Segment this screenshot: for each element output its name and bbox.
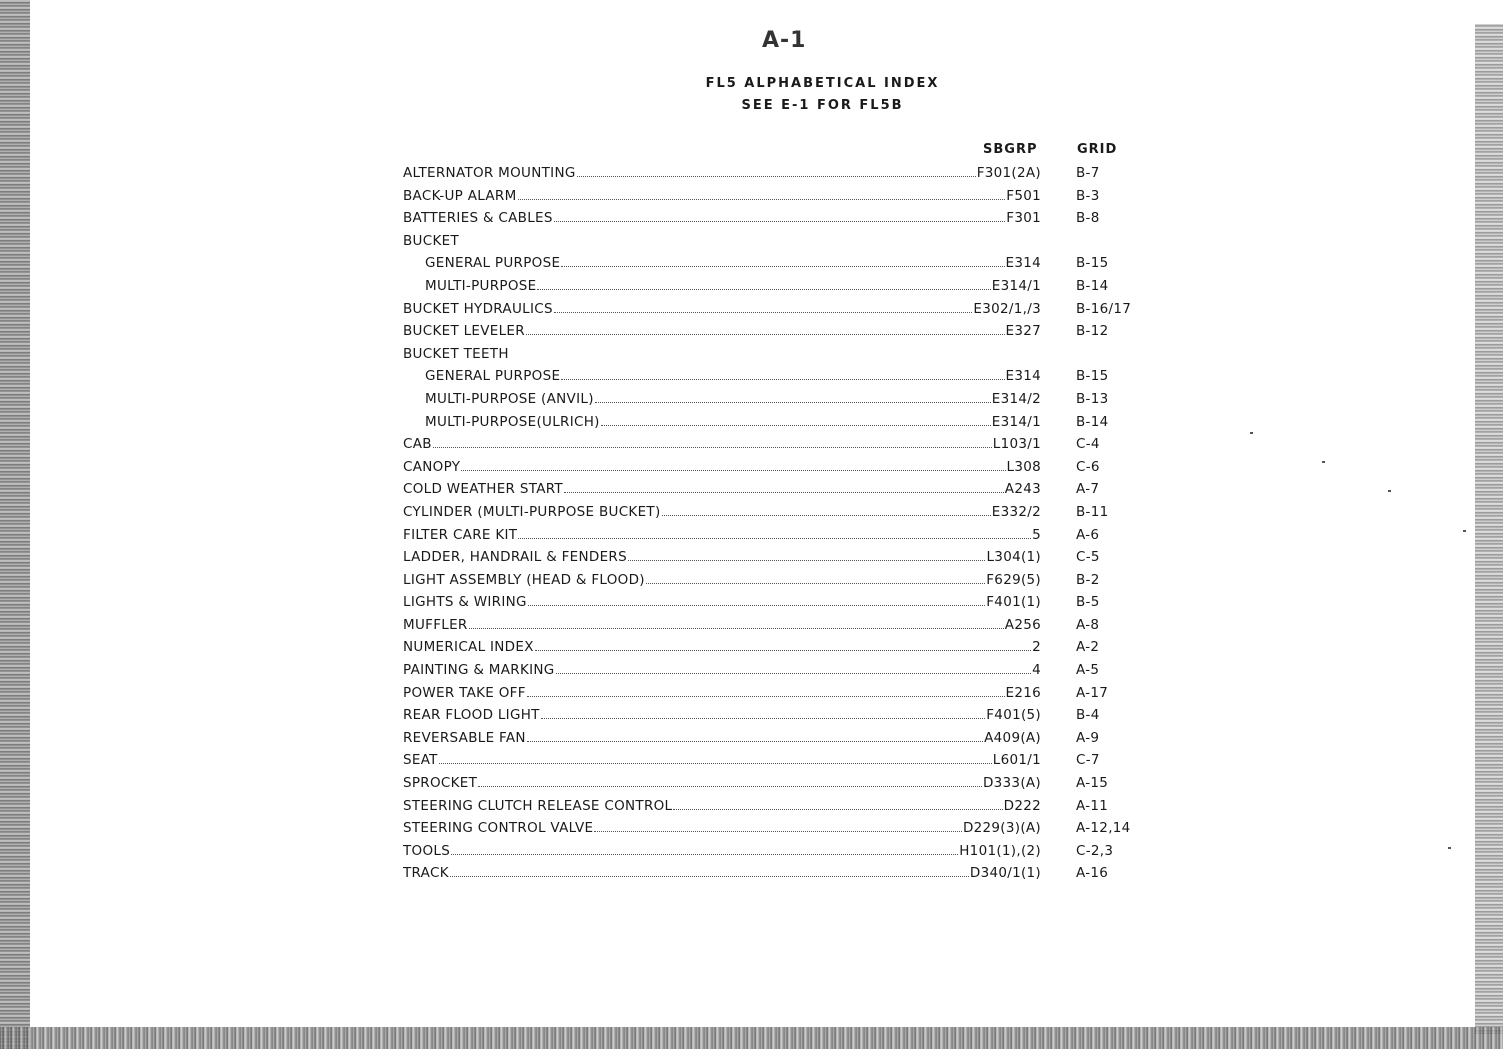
scan-speck <box>1322 461 1325 463</box>
entry-grid: A-5 <box>1076 662 1100 679</box>
entry-grid: B-16/17 <box>1076 300 1132 317</box>
entry-sbgrp-code: L103/1 <box>992 436 1041 453</box>
index-entry <box>403 795 1143 818</box>
entry-leader <box>403 591 1041 614</box>
entry-leader <box>425 252 1041 275</box>
entry-leader <box>403 478 1041 501</box>
index-entry <box>403 298 1143 321</box>
index-entry <box>403 478 1143 501</box>
grid-column-header: GRID <box>1077 142 1118 157</box>
index-entry <box>403 862 1143 885</box>
dot-leader <box>595 401 991 403</box>
dot-leader <box>439 762 992 764</box>
entry-sbgrp-code: 4 <box>1032 662 1041 679</box>
entry-sbgrp-code: D333(A) <box>982 775 1041 792</box>
entry-leader <box>403 185 1041 208</box>
index-entry <box>403 456 1143 479</box>
entry-sbgrp-code: A409(A) <box>984 729 1041 746</box>
dot-leader <box>528 604 985 606</box>
entry-name: POWER TAKE OFF <box>403 684 526 701</box>
entry-leader <box>403 636 1041 659</box>
index-entry <box>403 659 1143 682</box>
index-entry <box>403 727 1143 750</box>
scan-edge-left <box>0 0 30 1049</box>
entry-grid: A-17 <box>1076 684 1109 701</box>
scan-speck <box>1388 490 1391 492</box>
entry-grid: C-4 <box>1076 436 1100 453</box>
entry-grid: B-4 <box>1076 707 1100 724</box>
entry-sbgrp-code: E314/1 <box>991 277 1041 294</box>
scan-speck <box>1250 432 1253 434</box>
entry-grid: B-5 <box>1076 594 1100 611</box>
entry-name: CANOPY <box>403 458 461 475</box>
dot-leader <box>628 559 986 561</box>
entry-sbgrp-code: 2 <box>1032 639 1041 656</box>
entry-leader <box>403 659 1041 682</box>
entry-leader <box>403 230 1041 253</box>
entry-sbgrp-code: E314 <box>1005 255 1041 272</box>
dot-leader <box>433 446 992 448</box>
entry-grid: C-2,3 <box>1076 842 1114 859</box>
entry-name: BACK-UP ALARM <box>403 187 517 204</box>
dot-leader <box>554 311 973 313</box>
index-entry <box>403 749 1143 772</box>
entry-grid: B-2 <box>1076 571 1100 588</box>
index-entry <box>403 388 1143 411</box>
dot-leader <box>527 740 983 742</box>
entry-sbgrp-code: F301(2A) <box>976 165 1041 181</box>
entry-leader <box>403 862 1041 885</box>
entry-sbgrp-code: E332/2 <box>991 503 1041 520</box>
entry-leader <box>425 411 1041 434</box>
entry-grid: C-7 <box>1076 752 1100 769</box>
entry-sbgrp-code: F301 <box>1006 210 1041 227</box>
entry-name: NUMERICAL INDEX <box>403 639 534 656</box>
entry-grid: C-6 <box>1076 458 1100 475</box>
entry-grid: B-14 <box>1076 277 1109 294</box>
entry-name: LIGHTS & WIRING <box>403 594 527 611</box>
dot-leader <box>601 424 991 426</box>
index-entry <box>403 524 1143 547</box>
index-entry <box>403 252 1143 275</box>
entry-name: COLD WEATHER START <box>403 481 563 498</box>
entry-leader <box>403 320 1041 343</box>
entry-leader <box>403 817 1041 840</box>
entry-sbgrp-code: D229(3)(A) <box>962 820 1041 837</box>
entry-grid: C-5 <box>1076 549 1100 566</box>
entry-grid: A-15 <box>1076 775 1109 792</box>
entry-leader <box>403 569 1041 592</box>
index-entry <box>403 682 1143 705</box>
entry-leader <box>403 433 1041 456</box>
index-entry <box>403 546 1143 569</box>
page-id: A-1 <box>762 28 807 53</box>
dot-leader <box>518 537 1031 539</box>
entry-name: REAR FLOOD LIGHT <box>403 707 540 724</box>
dot-leader <box>673 808 1002 810</box>
entry-name: CAB <box>403 436 432 453</box>
entry-grid: A-11 <box>1076 797 1109 814</box>
entry-sbgrp-code: 5 <box>1032 526 1041 543</box>
entry-grid: B-7 <box>1076 165 1100 181</box>
entry-leader <box>403 501 1041 524</box>
entry-leader <box>403 727 1041 750</box>
entry-name: LIGHT ASSEMBLY (HEAD & FLOOD) <box>403 571 645 588</box>
entry-grid: B-3 <box>1076 187 1100 204</box>
index-entry <box>403 840 1143 863</box>
scan-speck <box>1448 847 1451 849</box>
entry-sbgrp-code: L308 <box>1006 458 1041 475</box>
entry-name: SPROCKET <box>403 775 478 792</box>
entry-grid: A-16 <box>1076 865 1109 882</box>
dot-leader <box>469 627 1004 629</box>
entry-name: CYLINDER (MULTI-PURPOSE BUCKET) <box>403 503 661 520</box>
entry-leader <box>403 162 1041 185</box>
entry-grid: A-6 <box>1076 526 1100 543</box>
dot-leader <box>450 875 969 877</box>
index-entry <box>403 636 1143 659</box>
entry-name: PAINTING & MARKING <box>403 662 555 679</box>
entry-leader <box>403 840 1041 863</box>
entry-name: MULTI-PURPOSE(ULRICH) <box>425 413 600 430</box>
entry-name: STEERING CONTROL VALVE <box>403 820 594 837</box>
dot-leader <box>518 198 1006 200</box>
entry-name: BUCKET <box>403 232 459 249</box>
entry-grid: B-11 <box>1076 503 1109 520</box>
index-heading <box>403 230 1143 253</box>
entry-sbgrp-code: E327 <box>1005 323 1041 340</box>
entry-name: REVERSABLE FAN <box>403 729 526 746</box>
entry-leader <box>403 795 1041 818</box>
alphabetical-index-list <box>403 162 1143 885</box>
dot-leader <box>537 288 990 290</box>
entry-name: BUCKET HYDRAULICS <box>403 300 553 317</box>
index-entry <box>403 591 1143 614</box>
entry-name: ALTERNATOR MOUNTING <box>403 165 576 181</box>
entry-grid: B-13 <box>1076 390 1109 407</box>
dot-leader <box>541 717 986 719</box>
index-subtitle: SEE E-1 FOR FL5B <box>741 98 904 113</box>
entry-name: TRACK <box>403 865 449 882</box>
index-entry <box>403 320 1143 343</box>
entry-sbgrp-code: A256 <box>1004 616 1041 633</box>
entry-grid: A-8 <box>1076 616 1100 633</box>
entry-name: BUCKET TEETH <box>403 345 509 362</box>
entry-grid: B-15 <box>1076 368 1109 385</box>
entry-sbgrp-code: F401(1) <box>986 594 1041 611</box>
index-entry <box>403 569 1143 592</box>
entry-sbgrp-code: F401(5) <box>986 707 1041 724</box>
dot-leader <box>564 491 1004 493</box>
index-heading <box>403 343 1143 366</box>
dot-leader <box>561 265 1004 267</box>
dot-leader <box>561 378 1004 380</box>
entry-sbgrp-code: E314/2 <box>991 390 1041 407</box>
entry-leader <box>403 207 1041 230</box>
entry-grid: B-14 <box>1076 413 1109 430</box>
entry-sbgrp-code: D222 <box>1003 797 1041 814</box>
entry-sbgrp-code: H101(1),(2) <box>959 842 1041 859</box>
entry-name: SEAT <box>403 752 438 769</box>
entry-grid: A-2 <box>1076 639 1100 656</box>
index-entry <box>403 614 1143 637</box>
index-entry <box>403 275 1143 298</box>
entry-grid: B-8 <box>1076 210 1100 227</box>
index-entry <box>403 433 1143 456</box>
entry-leader <box>425 275 1041 298</box>
index-title: FL5 ALPHABETICAL INDEX <box>705 76 940 91</box>
entry-sbgrp-code: E314 <box>1005 368 1041 385</box>
entry-sbgrp-code: D340/1(1) <box>969 865 1041 882</box>
entry-leader <box>403 614 1041 637</box>
scan-edge-bottom <box>0 1027 1503 1049</box>
index-entry <box>403 772 1143 795</box>
entry-leader <box>403 749 1041 772</box>
entry-leader <box>403 546 1041 569</box>
entry-grid: B-12 <box>1076 323 1109 340</box>
dot-leader <box>478 785 982 787</box>
entry-leader <box>403 343 1041 366</box>
dot-leader <box>577 175 976 177</box>
index-entry <box>403 817 1143 840</box>
entry-leader <box>425 388 1041 411</box>
dot-leader <box>646 582 985 584</box>
dot-leader <box>662 514 991 516</box>
entry-sbgrp-code: E314/1 <box>991 413 1041 430</box>
entry-sbgrp-code: E216 <box>1005 684 1041 701</box>
entry-grid: A-9 <box>1076 729 1100 746</box>
dot-leader <box>554 220 1006 222</box>
entry-grid: A-7 <box>1076 481 1100 498</box>
entry-leader <box>403 524 1041 547</box>
entry-name: BUCKET LEVELER <box>403 323 525 340</box>
entry-grid: B-15 <box>1076 255 1109 272</box>
index-entry <box>403 411 1143 434</box>
entry-name: BATTERIES & CABLES <box>403 210 553 227</box>
dot-leader <box>526 333 1005 335</box>
entry-leader <box>403 682 1041 705</box>
dot-leader <box>535 649 1031 651</box>
dot-leader <box>527 695 1005 697</box>
entry-name: GENERAL PURPOSE <box>425 368 561 385</box>
index-entry <box>403 185 1143 208</box>
scan-speck <box>1463 530 1466 532</box>
entry-name: MULTI-PURPOSE <box>425 277 537 294</box>
entry-leader <box>425 365 1041 388</box>
dot-leader <box>556 672 1032 674</box>
entry-grid: A-12,14 <box>1076 820 1131 837</box>
entry-name: FILTER CARE KIT <box>403 526 518 543</box>
entry-sbgrp-code: A243 <box>1004 481 1041 498</box>
index-entry <box>403 704 1143 727</box>
entry-name: LADDER, HANDRAIL & FENDERS <box>403 549 627 566</box>
entry-name: MULTI-PURPOSE (ANVIL) <box>425 390 594 407</box>
entry-sbgrp-code: L601/1 <box>992 752 1041 769</box>
entry-sbgrp-code: F629(5) <box>986 571 1041 588</box>
dot-leader <box>594 830 962 832</box>
entry-sbgrp-code: F501 <box>1006 187 1041 204</box>
dot-leader <box>451 853 958 855</box>
entry-name: TOOLS <box>403 842 451 859</box>
index-entry <box>403 162 1143 185</box>
entry-name: STEERING CLUTCH RELEASE CONTROL <box>403 797 673 814</box>
entry-leader <box>403 772 1041 795</box>
entry-leader <box>403 456 1041 479</box>
entry-leader <box>403 704 1041 727</box>
entry-name: GENERAL PURPOSE <box>425 255 561 272</box>
sbgrp-column-header: SBGRP <box>983 142 1038 157</box>
index-entry <box>403 207 1143 230</box>
index-entry <box>403 501 1143 524</box>
dot-leader <box>461 469 1005 471</box>
scan-edge-right <box>1475 24 1503 1034</box>
index-entry <box>403 365 1143 388</box>
entry-sbgrp-code: E302/1,/3 <box>973 300 1041 317</box>
entry-name: MUFFLER <box>403 616 468 633</box>
entry-sbgrp-code: L304(1) <box>986 549 1041 566</box>
entry-leader <box>403 298 1041 321</box>
